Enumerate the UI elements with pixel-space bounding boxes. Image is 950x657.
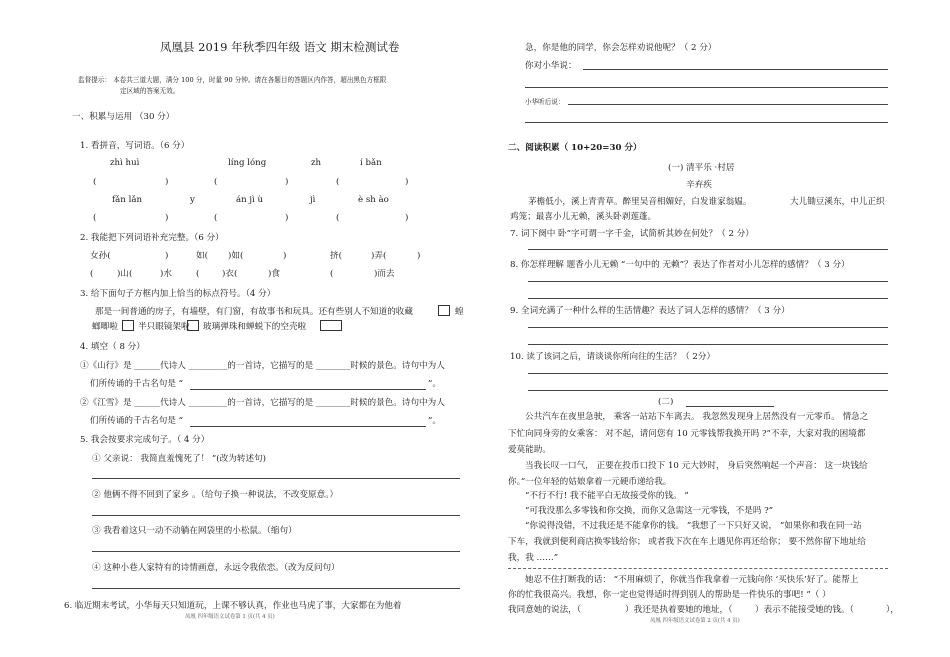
answer-line[interactable] [92,551,460,552]
question-3: 3. 给下面句子方框内加上恰当的标点符号。（4 分） [80,289,276,299]
answer-line[interactable] [92,588,460,589]
answer-paren: ( [336,177,340,187]
punctuation-sentence: 半只眼镜架啦 [138,322,190,332]
answer-paren: ) [165,177,169,187]
question-2: 2. 我能把下列词语补充完整。（6 分） [80,233,224,243]
answer-line[interactable] [528,327,888,328]
idiom-blank: )如( [228,251,244,261]
pinyin: zh [311,158,322,168]
pinyin: fǎn lǎn [112,195,142,205]
rewrite-task: ③ 我看着这只一动不动躺在网袋里的小松鼠。（缩句） [92,526,297,536]
passage-text: ）， [886,605,899,615]
fill-in-line: ①《山行》是 ______代诗人 _________的一首诗，它描写的是 ________时候的景色。诗句中为人 [80,361,445,371]
question-8: 8. 你怎样理解 题香小儿无赖 “一句中的 无赖”？表达了作者对小儿怎样的感情？（ 3 分） [510,260,850,270]
answer-line[interactable] [528,344,888,345]
punctuation-sentence: 螂唧啦 [92,322,118,332]
question-5: 5. 我会按要求完成句子。（ 4 分） [80,435,210,445]
answer-line[interactable] [528,281,888,282]
page-title: 凤凰县 2019 年秋季四年级 语文 期末检测试卷 [160,40,400,54]
answer-paren: ( [93,177,97,187]
idiom-blank: )食 [268,269,280,279]
pinyin: è sh ào [358,195,389,205]
idiom-blank: ( [196,269,200,279]
idiom-blank: )山( [117,269,133,279]
idiom-blank: ( [330,269,334,279]
page-break-line [508,568,888,569]
fill-in-line: ②《江雪》是 ______代诗人 _________的一首诗，它描写的是 ________时候的景色。诗句中为人 [80,398,445,408]
section-2-heading: 二、阅读积累（ 10+20=30 分） [508,143,642,153]
poem-text: 鸡笼；最喜小儿无赖，溪头卧剥莲蓬。 [510,212,657,222]
idiom-blank: )弄( [371,251,387,261]
fill-in-line: ”。 [428,379,441,389]
answer-line[interactable] [525,87,888,88]
answer-paren: ) [405,213,409,223]
answer-paren: ) [285,177,289,187]
title-blank[interactable] [686,406,774,407]
answer-line[interactable] [568,104,888,105]
question-4: 4. 填空（ 8 分） [80,342,145,352]
idiom-blank: )而去 [374,269,395,279]
page-footer: 凤凰 四年级语文试卷第 1 页(共 4 页) [185,614,275,620]
pinyin: zhì huì [110,158,140,168]
answer-line[interactable] [528,390,888,391]
poem-text: 茅檐低小，溪上青青草。醉里吴音相媚好，白发谁家翁媪。 [528,197,752,207]
punctuation-sentence: 蝗 [455,307,464,317]
answer-line[interactable] [92,478,460,479]
answer-line[interactable] [190,389,426,390]
question-7: 7. 词下阕中 卧”字可谓一字千金，试简析其妙在何处？（ 2 分） [510,229,754,239]
answer-paren: ( [93,213,97,223]
passage-text: 你。”一位年轻的姑娘拿着一元硬币递给我。 [508,477,672,487]
question-6: 6. 临近期末考试，小华每天只知道玩，上课不够认真，作业也马虎了事，大家都在为他着 [64,601,402,611]
answer-paren: ) [165,213,169,223]
answer-paren: ) [285,213,289,223]
passage-text: 下忙向同身旁的女乘客： 对不起，请问您有 10 元零钱帮我换开吗 ?”不幸，大家对我的困境都 [508,429,866,439]
answer-line[interactable] [583,69,888,70]
passage-text: 公共汽车在夜里急驶， 乘客一站站下车离去。 我忽然发现身上居然没有一元零币。 情急之 [525,412,869,422]
pinyin: líng lóng [228,158,267,168]
punctuation-box[interactable] [122,320,134,331]
fill-in-line: ”。 [428,416,441,426]
punctuation-box[interactable] [320,320,342,331]
pinyin: jì [310,195,316,205]
dialogue-prompt: 小华听后说： [525,98,565,106]
answer-line[interactable] [528,249,888,250]
passage-text: “不行不行! 我不能平白无故接受你的钱。 ” [525,491,689,501]
poem-title: (一) 清平乐 ·村居 [668,163,735,173]
idiom-blank: )衣( [222,269,238,279]
answer-line[interactable] [528,373,888,374]
punctuation-box[interactable] [438,305,450,316]
idiom-blank: )水 [160,269,172,279]
rewrite-task: ④ 这种小巷人家特有的诗情画意，永远令我依恋。（改为反问句） [92,563,340,573]
answer-line[interactable] [92,515,460,516]
passage-title: (二) [658,397,674,407]
answer-paren: ( [214,177,218,187]
passage-text: 下车，我就到便利商店换零钱给你； 或者我下次在车上遇见你再还给你； 要不然你留下地址给 [508,537,866,547]
poem-text: 大儿锄豆溪东，中儿正织 [790,197,885,207]
answer-paren: ( [336,213,340,223]
idiom-blank: 女孙( [90,251,111,261]
poem-author: 辛弃疾 [686,180,712,190]
passage-text: 你的忙我很高兴。我想，你一定也觉得适时得到别人的帮助是一件快乐的事吧! ”（ ） [508,590,831,600]
question-1: 1. 看拼音，写词语。（6 分） [80,141,190,151]
exam-notice-cont: 定区域的答案无效。 [120,87,180,95]
section-1-heading: 一、积累与运用 （30 分） [72,112,175,122]
question-9: 9. 全词充满了一种什么样的生活情趣？表达了词人怎样的感情？（ 3 分） [510,306,790,316]
idiom-blank: ) [417,251,421,261]
passage-text: 我同意她的说法，（ [508,605,582,615]
page-footer: 凤凰 四年级语文试卷第 2 页(共 4 页) [650,618,740,624]
question-6-cont: 急，你是他的同学，你会怎样劝说他呢？（ 2 分） [525,43,717,53]
rewrite-task: ① 父亲说： 我简直羞愧死了！ ”(改为转述句) [92,454,266,464]
question-10: 10. 读了该词之后，请谈谈你所向往的生活？（ 2分） [510,352,716,362]
answer-paren: ) [405,177,409,187]
answer-paren: ( [214,213,218,223]
passage-text: 她忍不住打断我的话： “不用麻烦了，你就当作我拿着一元钱向你 ‘买快乐’好了。能帮上 [525,575,859,585]
fill-in-line: 们所传诵的千古名句是 “ [90,416,184,426]
pinyin: án jì ù [236,195,264,205]
idiom-blank: 挤( [330,251,342,261]
idiom-blank: ( [90,269,94,279]
passage-text: ）我还是执着要她的地址，（ [625,605,733,615]
idiom-blank: ) [165,251,169,261]
punctuation-box[interactable] [187,320,199,331]
passage-text: 我，我 ……” [508,553,559,563]
exam-notice: 监督提示： 本卷共三道大题，满分 100 分，时量 90 分钟。请在各题目的答题区内作答，超出黑色方框限 [78,76,387,84]
answer-line[interactable] [528,298,888,299]
answer-line[interactable] [525,122,888,123]
fill-in-line: 们所传诵的千古名句是 “ [90,379,184,389]
pinyin: y [190,195,195,205]
punctuation-sentence: 那是一间普通的房子，有墙壁，有门窗，有故事书和玩具。还有些别人不知道的收藏 [95,307,413,317]
passage-text: “你说得没错，不过我还是不能拿你的钱。 ”我想了一下只好又说， “如果你和我在同一站 [525,521,862,531]
passage-text: “可我没那么多零钱和你交换，而你又急需这一元零钱，不是吗 ?” [525,506,774,516]
passage-text: 当我长叹一口气， 正要在投币口投下 10 元大钞时， 身后突然响起一个声音： 这一块钱给 [525,461,868,471]
passage-text: ）表示不能接受她的钱。（ [755,605,854,615]
answer-line[interactable] [190,426,426,427]
dialogue-prompt: 你对小华说： [525,61,577,71]
passage-text: 爱莫能助。 [508,445,551,455]
pinyin: í bǎn [360,158,382,168]
rewrite-task: ② 他俩不得不回到了家乡 。（给句子换一种说法，不改变原意。） [92,490,339,500]
idiom-blank: 如( [196,251,208,261]
idiom-blank: ) [283,251,287,261]
punctuation-sentence: 玻璃弹珠和蝉蜕下的空壳啦 [203,322,307,332]
